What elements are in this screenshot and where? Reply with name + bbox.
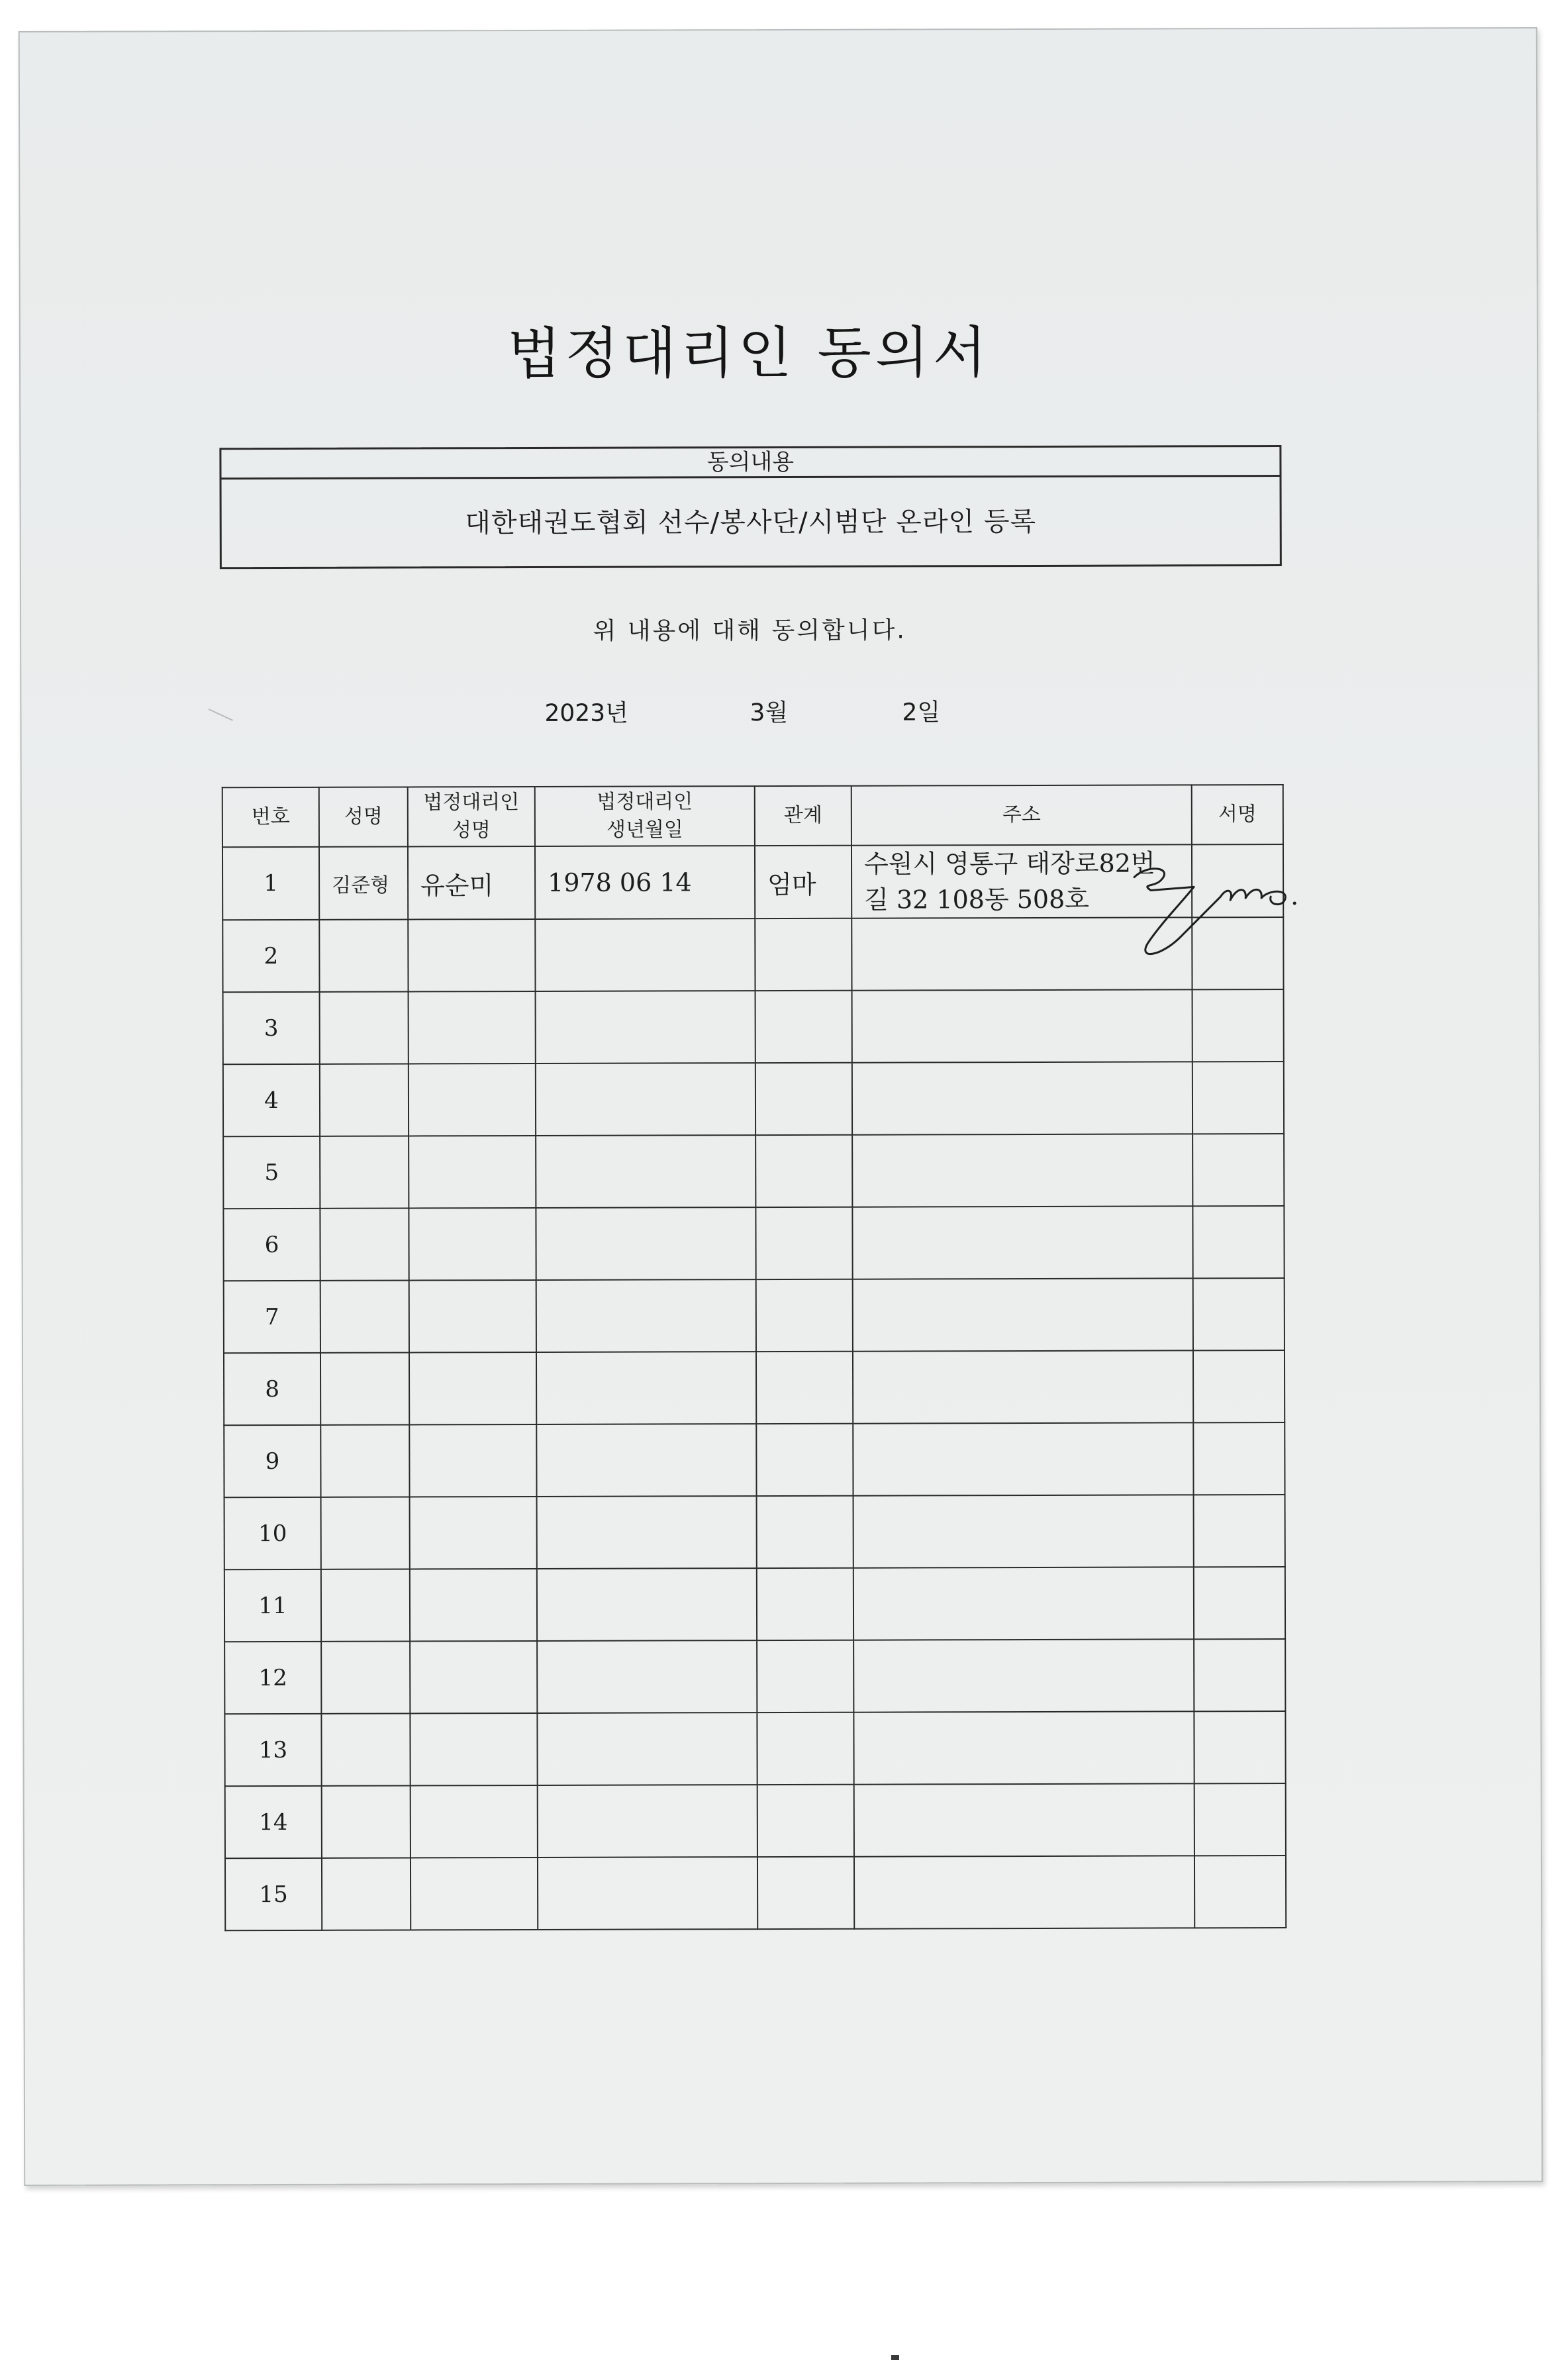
cell-number: 15 xyxy=(225,1858,322,1930)
cell-signature xyxy=(1194,1783,1286,1856)
cell-relation: 엄마 xyxy=(755,846,851,918)
cell-guardian-name xyxy=(411,1785,538,1858)
cell-name xyxy=(322,1858,411,1930)
scan-artifact-mark xyxy=(891,2355,899,2360)
cell-number: 4 xyxy=(223,1064,320,1136)
column-header xyxy=(535,786,755,846)
consent-body: 대한태권도협회 선수/봉사단/시범단 온라인 등록 xyxy=(465,506,1037,539)
cell-guardian-name xyxy=(409,1208,536,1281)
cell-address xyxy=(854,1856,1194,1928)
date-month: 3월 xyxy=(750,699,789,727)
table-row xyxy=(224,1278,1285,1353)
cell-signature xyxy=(1194,1639,1285,1711)
cell-guardian-birth xyxy=(537,1712,757,1785)
consent-box xyxy=(219,445,1281,569)
cell-number: 3 xyxy=(223,992,320,1064)
cell-address xyxy=(853,1567,1194,1640)
cell-guardian-name xyxy=(410,1713,537,1786)
cell-guardian-birth xyxy=(536,1063,755,1136)
cell-name xyxy=(320,1136,409,1208)
cell-guardian-birth xyxy=(537,1640,757,1713)
cell-address xyxy=(852,1062,1192,1134)
cell-relation xyxy=(755,918,851,991)
cell-guardian-name xyxy=(409,1352,536,1425)
column-header-line2: 생년월일 xyxy=(606,818,683,842)
cell-name xyxy=(320,1064,409,1136)
cell-guardian-birth xyxy=(538,1785,757,1858)
cell-address xyxy=(854,1783,1194,1856)
cell-address xyxy=(853,1495,1194,1567)
cell-number: 1 xyxy=(222,847,319,920)
cell-guardian-name xyxy=(409,1280,536,1353)
table-row xyxy=(225,1783,1286,1858)
handwritten-signature xyxy=(1121,850,1346,970)
cell-address xyxy=(853,1350,1193,1423)
column-header xyxy=(851,785,1192,845)
cell-relation xyxy=(757,1640,853,1712)
cell-relation xyxy=(757,1712,853,1785)
cell-name xyxy=(321,1713,410,1785)
cell-guardian-name xyxy=(411,1858,538,1930)
table-row xyxy=(223,1062,1284,1136)
cell-relation xyxy=(757,1568,853,1640)
cell-name xyxy=(320,1208,409,1280)
cell-number: 9 xyxy=(224,1425,320,1497)
cell-number: 14 xyxy=(225,1786,322,1858)
table-row xyxy=(223,1206,1284,1281)
cell-signature xyxy=(1193,1278,1285,1350)
cell-signature xyxy=(1193,1350,1285,1422)
cell-address xyxy=(852,1134,1192,1207)
cell-guardian-name xyxy=(409,1136,536,1209)
cell-number: 13 xyxy=(224,1714,321,1786)
cell-number: 7 xyxy=(224,1281,320,1353)
cell-signature xyxy=(1192,1134,1284,1206)
cell-address xyxy=(853,1639,1194,1712)
column-header-line1: 관계 xyxy=(783,803,822,827)
column-header xyxy=(755,786,851,846)
table-row xyxy=(224,1711,1285,1786)
cell-signature xyxy=(1192,989,1284,1062)
cell-guardian-name xyxy=(410,1497,537,1569)
cell-guardian-birth xyxy=(536,1207,755,1280)
cell-signature xyxy=(1194,1711,1285,1783)
column-header-line1: 법정대리인 xyxy=(423,791,520,815)
table-row xyxy=(225,1856,1286,1930)
column-header xyxy=(1192,785,1283,844)
cell-number: 10 xyxy=(224,1497,321,1569)
cell-number: 2 xyxy=(222,920,319,992)
cell-name xyxy=(320,1424,409,1497)
cell-address xyxy=(853,1711,1194,1784)
cell-guardian-name: 유순미 xyxy=(408,846,535,920)
column-header-line2: 성명 xyxy=(452,818,491,842)
cell-number: 8 xyxy=(224,1353,320,1425)
cell-number: 5 xyxy=(223,1136,320,1209)
document-title: 법정대리인 동의서 xyxy=(507,320,991,387)
cell-relation xyxy=(757,1857,854,1929)
cell-name xyxy=(319,919,408,991)
cell-relation xyxy=(756,1279,853,1352)
cell-guardian-name xyxy=(409,991,536,1064)
cell-guardian-name xyxy=(409,1424,536,1497)
cell-relation xyxy=(757,1496,853,1568)
cell-name: 김준형 xyxy=(319,846,408,919)
address-line2: 길 32 108동 508호 xyxy=(864,884,1090,915)
cell-guardian-birth xyxy=(538,1857,757,1930)
table-body xyxy=(222,844,1286,1930)
cell-signature xyxy=(1192,1062,1284,1134)
cell-address xyxy=(853,1278,1193,1351)
column-header-line1: 성명 xyxy=(344,805,383,828)
cell-guardian-birth xyxy=(536,1424,756,1497)
cell-guardian-name xyxy=(410,1569,537,1642)
date-day: 2일 xyxy=(902,699,941,726)
column-header xyxy=(408,787,535,847)
cell-name xyxy=(321,1497,410,1569)
cell-guardian-name xyxy=(408,919,535,992)
table-row xyxy=(224,1567,1285,1642)
cell-guardian-birth xyxy=(537,1496,757,1569)
cell-relation xyxy=(757,1785,854,1857)
cell-guardian-birth xyxy=(537,1568,757,1641)
cell-guardian-birth xyxy=(536,1279,756,1352)
cell-address xyxy=(852,989,1192,1062)
column-header-line1: 법정대리인 xyxy=(597,790,693,814)
cell-signature xyxy=(1194,1567,1285,1639)
table-header-row xyxy=(222,785,1283,847)
table-row xyxy=(224,1350,1285,1425)
table-row xyxy=(224,1495,1285,1569)
cell-number: 12 xyxy=(224,1642,321,1714)
cell-signature xyxy=(1194,1495,1285,1567)
cell-signature xyxy=(1193,1422,1285,1495)
consent-header: 동의내용 xyxy=(221,447,1279,479)
cell-address xyxy=(853,1422,1193,1495)
cell-signature xyxy=(1194,1856,1286,1928)
cell-relation xyxy=(756,1352,853,1424)
column-header xyxy=(222,787,319,847)
cell-relation xyxy=(756,1424,853,1496)
cell-number: 6 xyxy=(223,1209,320,1281)
cell-name xyxy=(322,1785,411,1858)
cell-guardian-birth xyxy=(536,1352,756,1424)
cell-guardian-birth: 1978 06 14 xyxy=(535,846,755,919)
cell-signature xyxy=(1192,1206,1284,1278)
cell-relation xyxy=(755,1135,852,1207)
cell-name xyxy=(320,1280,409,1352)
column-header-line1: 번호 xyxy=(251,805,290,829)
table-row xyxy=(223,1134,1284,1209)
cell-number: 11 xyxy=(224,1569,321,1642)
date-year: 2023년 xyxy=(544,699,628,727)
address-line1: 수원시 영통구 태장로82번 xyxy=(863,848,1155,879)
column-header-line1: 서명 xyxy=(1218,803,1257,826)
cell-guardian-name xyxy=(409,1064,536,1136)
paper-crease-mark xyxy=(207,709,233,723)
cell-guardian-birth xyxy=(535,918,755,991)
agree-statement: 위 내용에 대해 동의합니다. xyxy=(593,617,906,645)
cell-guardian-name xyxy=(410,1641,537,1714)
table-row xyxy=(224,1422,1285,1497)
cell-relation xyxy=(755,1207,852,1279)
cell-guardian-birth xyxy=(536,991,755,1064)
table-row xyxy=(223,989,1284,1064)
cell-relation xyxy=(755,1063,852,1135)
cell-name xyxy=(320,1352,409,1424)
cell-name xyxy=(321,1569,410,1641)
cell-relation xyxy=(755,991,852,1063)
column-header-line1: 주소 xyxy=(1002,803,1041,827)
column-header xyxy=(319,787,408,846)
document-page xyxy=(19,27,1543,2186)
cell-name xyxy=(320,991,409,1064)
table-row xyxy=(224,1639,1285,1714)
cell-name xyxy=(321,1641,410,1713)
cell-guardian-birth xyxy=(536,1135,755,1208)
cell-address xyxy=(852,1206,1192,1279)
